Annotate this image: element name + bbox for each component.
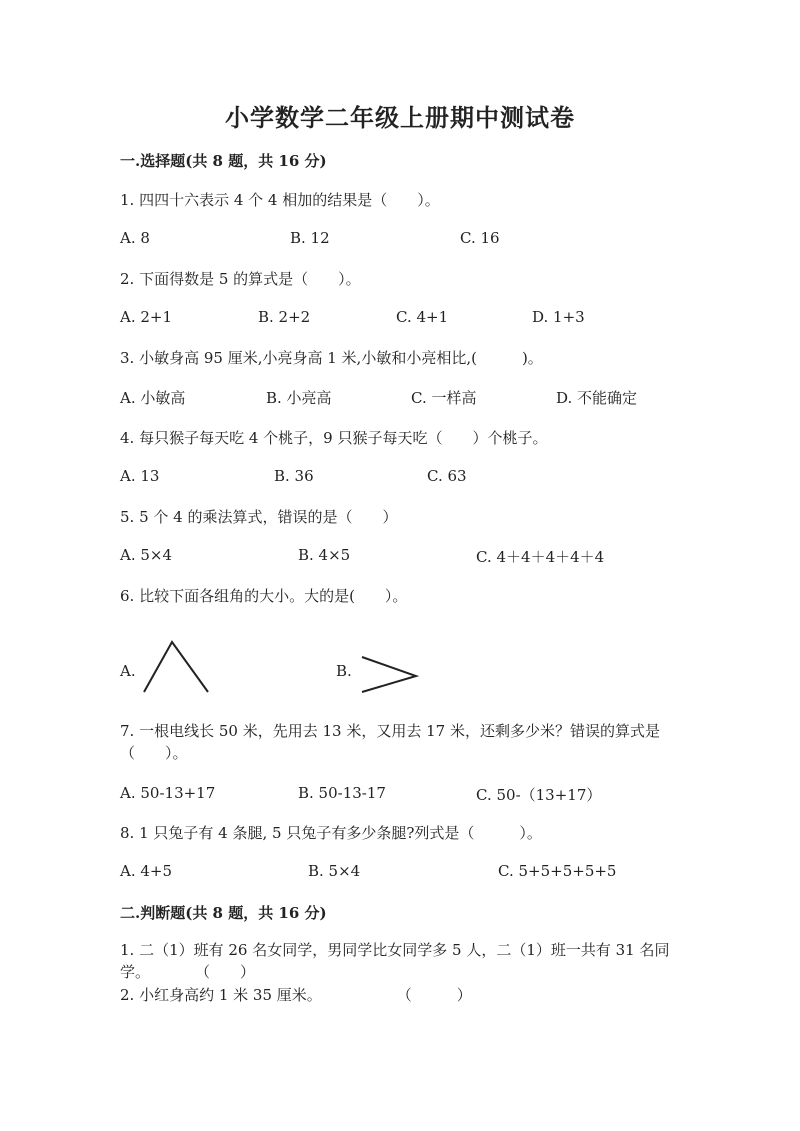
q8-option-b: B. 5×4	[308, 862, 361, 880]
q6-option-b: B.	[336, 662, 352, 680]
q5-option-b: B. 4×5	[298, 546, 351, 564]
q5-option-c: C. 4＋4＋4＋4＋4	[476, 548, 605, 566]
q7-option-c: C. 50-（13+17）	[476, 786, 602, 804]
section-heading-choice: 一.选择题(共 8 题，共 16 分)	[120, 152, 327, 170]
question-8: 8. 1 只兔子有 4 条腿, 5 只兔子有多少条腿?列式是（ ）。	[120, 824, 542, 842]
angle-a-lines	[144, 642, 208, 692]
q4-option-b: B. 36	[274, 467, 314, 485]
q3-option-a: A. 小敏高	[120, 389, 186, 407]
q3-option-c: C. 一样高	[411, 389, 477, 407]
q7-option-a: A. 50-13+17	[120, 784, 216, 802]
question-5: 5. 5 个 4 的乘法算式，错误的是（ ）	[120, 508, 398, 526]
q3-option-d: D. 不能确定	[556, 389, 638, 407]
question-7: 7. 一根电线长 50 米，先用去 13 米，又用去 17 米，还剩多少米？错误的算式是（ ）。	[120, 722, 660, 762]
q3-option-b: B. 小亮高	[266, 389, 332, 407]
q2-option-b: B. 2+2	[258, 308, 311, 326]
judgement-1: 1. 二（1）班有 26 名女同学，男同学比女同学多 5 人，二（1）班一共有 31 名同学。 （ ）	[120, 941, 670, 981]
page-title: 小学数学二年级上册期中测试卷	[225, 103, 575, 132]
q2-option-d: D. 1+3	[532, 308, 585, 326]
judgement-2: 2. 小红身高约 1 米 35 厘米。 （ ）	[120, 986, 472, 1004]
question-2: 2. 下面得数是 5 的算式是（ ）。	[120, 270, 361, 288]
q7-option-b: B. 50-13-17	[298, 784, 386, 802]
q1-option-c: C. 16	[460, 229, 500, 247]
q6-angle-a-figure	[140, 638, 212, 696]
q8-option-a: A. 4+5	[120, 862, 173, 880]
q1-option-b: B. 12	[290, 229, 330, 247]
q2-option-a: A. 2+1	[120, 308, 173, 326]
angle-b-lines	[362, 657, 416, 692]
q8-option-c: C. 5+5+5+5+5	[498, 862, 617, 880]
q4-option-c: C. 63	[427, 467, 467, 485]
q4-option-a: A. 13	[120, 467, 160, 485]
q5-option-a: A. 5×4	[120, 546, 173, 564]
question-3: 3. 小敏身高 95 厘米,小亮身高 1 米,小敏和小亮相比,( )。	[120, 349, 543, 367]
q6-angle-b-figure	[360, 654, 420, 694]
question-1: 1. 四四十六表示 4 个 4 相加的结果是（ ）。	[120, 191, 440, 209]
question-4: 4. 每只猴子每天吃 4 个桃子，9 只猴子每天吃（ ）个桃子。	[120, 429, 548, 447]
question-6: 6. 比较下面各组角的大小。大的是( ）。	[120, 587, 408, 605]
q1-option-a: A. 8	[120, 229, 150, 247]
section-heading-judgement: 二.判断题(共 8 题，共 16 分)	[120, 904, 327, 922]
q6-option-a: A.	[120, 662, 136, 680]
q2-option-c: C. 4+1	[396, 308, 449, 326]
